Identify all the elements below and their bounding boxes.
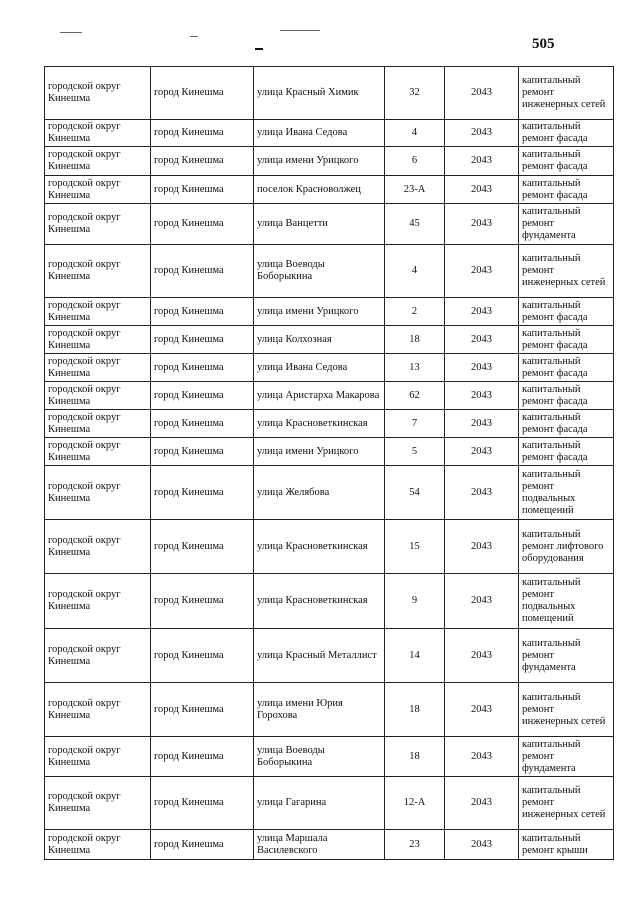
year-cell: 2043 [445, 298, 519, 326]
house-number-cell: 54 [385, 466, 445, 520]
district-cell: городской округ Кинешма [45, 245, 151, 298]
work-type-cell: капитальный ремонт фундамента [519, 737, 614, 777]
city-cell: город Кинешма [151, 176, 254, 204]
table-row [45, 520, 614, 574]
house-number-cell: 4 [385, 245, 445, 298]
house-number-cell: 15 [385, 520, 445, 574]
street-cell: улица Красноветкинская [254, 520, 385, 574]
district-cell: городской округ Кинешма [45, 438, 151, 466]
house-number-cell: 2 [385, 298, 445, 326]
city-cell: город Кинешма [151, 147, 254, 176]
year-cell: 2043 [445, 737, 519, 777]
city-cell: город Кинешма [151, 683, 254, 737]
district-cell: городской округ Кинешма [45, 830, 151, 860]
district-cell: городской округ Кинешма [45, 298, 151, 326]
city-cell: город Кинешма [151, 777, 254, 830]
work-type-cell: капитальный ремонт фасада [519, 120, 614, 147]
house-number-cell: 18 [385, 326, 445, 354]
year-cell: 2043 [445, 683, 519, 737]
street-cell: улица Ивана Седова [254, 120, 385, 147]
street-cell: улица Красный Металлист [254, 629, 385, 683]
table-row [45, 410, 614, 438]
table-row [45, 737, 614, 777]
year-cell: 2043 [445, 830, 519, 860]
city-cell: город Кинешма [151, 354, 254, 382]
street-cell: улица имени Урицкого [254, 147, 385, 176]
city-cell: город Кинешма [151, 574, 254, 629]
street-cell: улица Колхозная [254, 326, 385, 354]
district-cell: городской округ Кинешма [45, 67, 151, 120]
district-cell: городской округ Кинешма [45, 382, 151, 410]
street-cell: улица Воеводы Боборыкина [254, 737, 385, 777]
year-cell: 2043 [445, 466, 519, 520]
house-number-cell: 62 [385, 382, 445, 410]
district-cell: городской округ Кинешма [45, 629, 151, 683]
work-type-cell: капитальный ремонт инженерных сетей [519, 245, 614, 298]
district-cell: городской округ Кинешма [45, 410, 151, 438]
year-cell: 2043 [445, 147, 519, 176]
table-row [45, 176, 614, 204]
street-cell: улица Красный Химик [254, 67, 385, 120]
year-cell: 2043 [445, 629, 519, 683]
table-row [45, 382, 614, 410]
district-cell: городской округ Кинешма [45, 520, 151, 574]
street-cell: улица Воеводы Боборыкина [254, 245, 385, 298]
work-type-cell: капитальный ремонт инженерных сетей [519, 683, 614, 737]
year-cell: 2043 [445, 574, 519, 629]
work-type-cell: капитальный ремонт крыши [519, 830, 614, 860]
district-cell: городской округ Кинешма [45, 147, 151, 176]
street-cell: поселок Красноволжец [254, 176, 385, 204]
work-type-cell: капитальный ремонт фасада [519, 354, 614, 382]
scan-artifacts [60, 30, 420, 50]
street-cell: улица Красноветкинская [254, 574, 385, 629]
city-cell: город Кинешма [151, 382, 254, 410]
house-number-cell: 7 [385, 410, 445, 438]
house-number-cell: 14 [385, 629, 445, 683]
district-cell: городской округ Кинешма [45, 777, 151, 830]
street-cell: улица Маршала Василевского [254, 830, 385, 860]
year-cell: 2043 [445, 438, 519, 466]
district-cell: городской округ Кинешма [45, 120, 151, 147]
street-cell: улица Ванцетти [254, 204, 385, 245]
house-number-cell: 13 [385, 354, 445, 382]
table-row [45, 326, 614, 354]
work-type-cell: капитальный ремонт фасада [519, 410, 614, 438]
work-type-cell: капитальный ремонт подвальных помещений [519, 466, 614, 520]
street-cell: улица имени Урицкого [254, 298, 385, 326]
house-number-cell: 18 [385, 737, 445, 777]
city-cell: город Кинешма [151, 120, 254, 147]
work-type-cell: капитальный ремонт фасада [519, 382, 614, 410]
year-cell: 2043 [445, 382, 519, 410]
work-type-cell: капитальный ремонт фундамента [519, 629, 614, 683]
table-row [45, 777, 614, 830]
table-row [45, 574, 614, 629]
year-cell: 2043 [445, 520, 519, 574]
repair-schedule-table [44, 66, 614, 860]
year-cell: 2043 [445, 777, 519, 830]
house-number-cell: 9 [385, 574, 445, 629]
street-cell: улица имени Урицкого [254, 438, 385, 466]
work-type-cell: капитальный ремонт лифтового оборудования [519, 520, 614, 574]
work-type-cell: капитальный ремонт фасада [519, 438, 614, 466]
work-type-cell: капитальный ремонт фасада [519, 147, 614, 176]
year-cell: 2043 [445, 204, 519, 245]
city-cell: город Кинешма [151, 204, 254, 245]
work-type-cell: капитальный ремонт фасада [519, 176, 614, 204]
house-number-cell: 4 [385, 120, 445, 147]
work-type-cell: капитальный ремонт фундамента [519, 204, 614, 245]
house-number-cell: 18 [385, 683, 445, 737]
table-row [45, 245, 614, 298]
table-row [45, 204, 614, 245]
table-row [45, 298, 614, 326]
table-row [45, 354, 614, 382]
year-cell: 2043 [445, 410, 519, 438]
house-number-cell: 5 [385, 438, 445, 466]
work-type-cell: капитальный ремонт фасада [519, 326, 614, 354]
street-cell: улица Красноветкинская [254, 410, 385, 438]
house-number-cell: 23 [385, 830, 445, 860]
district-cell: городской округ Кинешма [45, 354, 151, 382]
table-row [45, 830, 614, 860]
house-number-cell: 6 [385, 147, 445, 176]
work-type-cell: капитальный ремонт инженерных сетей [519, 777, 614, 830]
city-cell: город Кинешма [151, 466, 254, 520]
city-cell: город Кинешма [151, 67, 254, 120]
district-cell: городской округ Кинешма [45, 326, 151, 354]
work-type-cell: капитальный ремонт подвальных помещений [519, 574, 614, 629]
table-row [45, 629, 614, 683]
work-type-cell: капитальный ремонт инженерных сетей [519, 67, 614, 120]
page-number: 505 [532, 36, 555, 52]
district-cell: городской округ Кинешма [45, 466, 151, 520]
year-cell: 2043 [445, 67, 519, 120]
work-type-cell: капитальный ремонт фасада [519, 298, 614, 326]
house-number-cell: 32 [385, 67, 445, 120]
district-cell: городской округ Кинешма [45, 737, 151, 777]
table-row [45, 120, 614, 147]
city-cell: город Кинешма [151, 245, 254, 298]
house-number-cell: 12-А [385, 777, 445, 830]
table-row [45, 683, 614, 737]
city-cell: город Кинешма [151, 438, 254, 466]
district-cell: городской округ Кинешма [45, 204, 151, 245]
district-cell: городской округ Кинешма [45, 683, 151, 737]
district-cell: городской округ Кинешма [45, 574, 151, 629]
city-cell: город Кинешма [151, 326, 254, 354]
city-cell: город Кинешма [151, 410, 254, 438]
street-cell: улица Аристарха Макарова [254, 382, 385, 410]
city-cell: город Кинешма [151, 298, 254, 326]
house-number-cell: 45 [385, 204, 445, 245]
city-cell: город Кинешма [151, 830, 254, 860]
house-number-cell: 23-А [385, 176, 445, 204]
year-cell: 2043 [445, 176, 519, 204]
street-cell: улица имени Юрия Горохова [254, 683, 385, 737]
city-cell: город Кинешма [151, 520, 254, 574]
street-cell: улица Гагарина [254, 777, 385, 830]
table-row [45, 466, 614, 520]
street-cell: улица Ивана Седова [254, 354, 385, 382]
city-cell: город Кинешма [151, 629, 254, 683]
table-row [45, 67, 614, 120]
district-cell: городской округ Кинешма [45, 176, 151, 204]
year-cell: 2043 [445, 245, 519, 298]
year-cell: 2043 [445, 120, 519, 147]
city-cell: город Кинешма [151, 737, 254, 777]
year-cell: 2043 [445, 326, 519, 354]
year-cell: 2043 [445, 354, 519, 382]
street-cell: улица Желябова [254, 466, 385, 520]
table-row [45, 147, 614, 176]
table-row [45, 438, 614, 466]
